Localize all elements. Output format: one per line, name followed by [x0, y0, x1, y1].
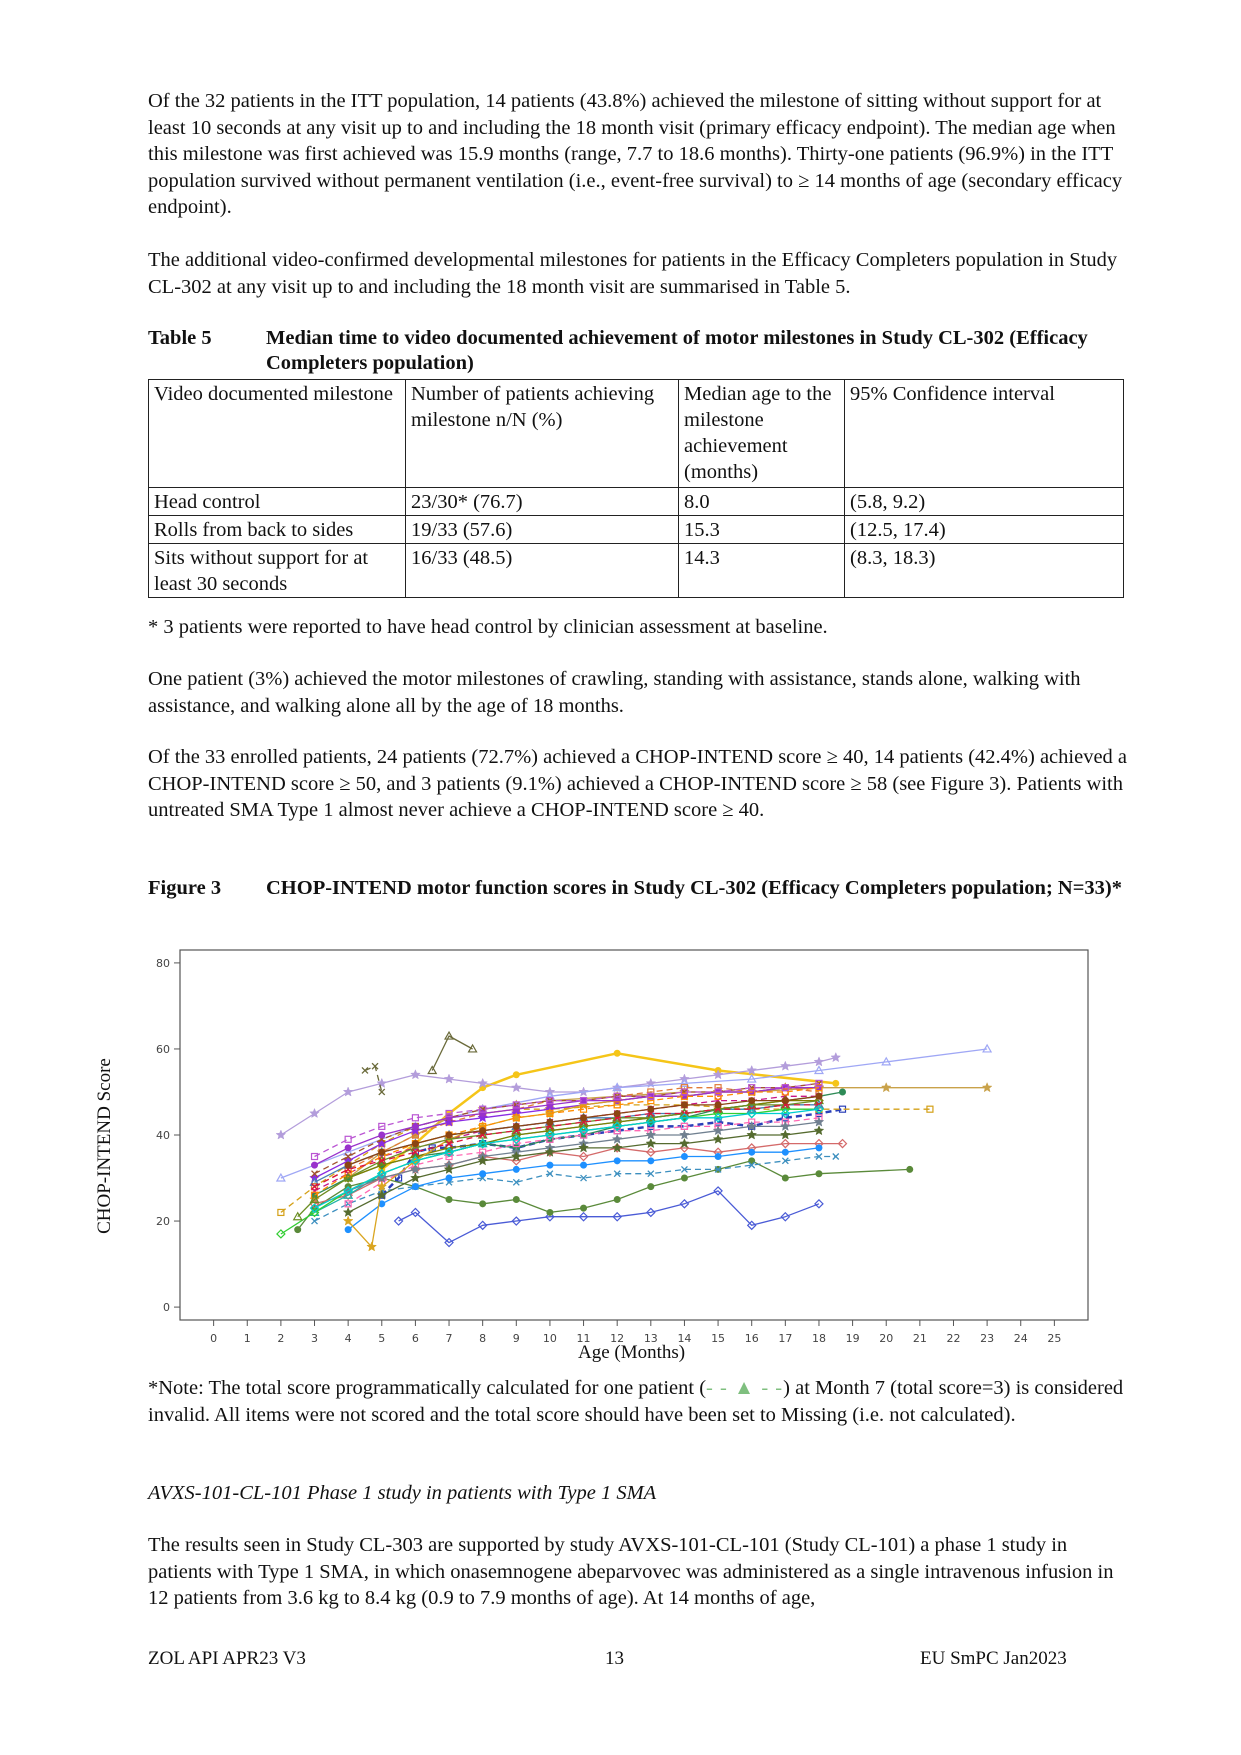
x-tick-label: 4 [344, 1332, 352, 1345]
x-tick-label: 0 [210, 1332, 218, 1345]
x-tick-label: 18 [811, 1332, 826, 1345]
table-cell: 16/33 (48.5) [406, 544, 679, 598]
x-tick-label: 15 [711, 1332, 726, 1345]
table5-title: Median time to video documented achievement of motor milestones in Study CL-302 (Efficacy Completers population) [266, 327, 1088, 374]
x-tick-label: 20 [879, 1332, 894, 1345]
x-tick-label: 13 [643, 1332, 658, 1345]
data-point [614, 1158, 620, 1164]
figure3-title: CHOP-INTEND motor function scores in Study CL-302 (Efficacy Completers population; N=33)* [266, 877, 1122, 899]
y-tick-label: 40 [156, 1129, 170, 1142]
data-point [547, 1162, 553, 1168]
data-point [681, 1175, 687, 1181]
x-tick-label: 7 [445, 1332, 453, 1345]
data-point [614, 1098, 620, 1104]
intro-paragraph: Of the 32 patients in the ITT population, 14 patients (43.8%) achieved the milestone of sitting without support for at least 10 seconds at any visit up to and including the 18 month visit (primary efficacy endpoint). The median age when this milestone was first achieved was 15.9 months (range, 7.7 to 18.6 months). Thirty-one patients (96.9%) in the ITT population survived without permanent ventilation (i.e., event-free survival) to ≥ 14 months of age (secondary efficacy endpoint). [148, 90, 1123, 218]
x-tick-label: 9 [512, 1332, 520, 1345]
x-tick-label: 12 [610, 1332, 625, 1345]
data-point [816, 1145, 822, 1151]
cl101-paragraph: The results seen in Study CL-303 are supported by study AVXS-101-CL-101 (Study CL-101) a phase 1 study in patients with Type 1 SMA, in which onasemnogene abeparvovec was administered as a single intravenous infusion in 12 patients from 3.6 kg to 8.4 kg (0.9 to 7.9 months of age). At 14 months of age, [148, 1534, 1114, 1609]
x-tick-label: 25 [1047, 1332, 1062, 1345]
table-header-cell: Median age to the milestone achievement (months) [679, 380, 845, 488]
chop-intend-chart [100, 935, 1100, 1345]
data-point [379, 1149, 385, 1155]
data-point [480, 1128, 486, 1134]
data-point [614, 1197, 620, 1203]
data-point [648, 1106, 654, 1112]
data-point [581, 1205, 587, 1211]
x-tick-label: 24 [1013, 1332, 1028, 1345]
x-tick-label: 8 [479, 1332, 487, 1345]
data-point [513, 1072, 519, 1078]
data-point [345, 1162, 351, 1168]
table-cell: 23/30* (76.7) [406, 488, 679, 516]
plot-frame [180, 950, 1088, 1320]
data-point [614, 1050, 620, 1056]
data-point [513, 1166, 519, 1172]
x-tick-label: 3 [311, 1332, 319, 1345]
table-header-cell: 95% Confidence interval [845, 380, 1124, 488]
data-point [648, 1158, 654, 1164]
data-point [446, 1175, 452, 1181]
data-point [547, 1209, 553, 1215]
table-header-cell: Number of patients achieving milestone n/N (%) [406, 380, 679, 488]
table-cell: (5.8, 9.2) [845, 488, 1124, 516]
data-point [345, 1145, 351, 1151]
data-point [749, 1098, 755, 1104]
data-point [581, 1162, 587, 1168]
footer-left: ZOL API APR23 V3 [148, 1648, 306, 1669]
data-point [581, 1115, 587, 1121]
data-point [715, 1154, 721, 1160]
y-tick-label: 0 [163, 1301, 170, 1315]
note-text-before: *Note: The total score programmatically calculated for one patient ( [148, 1377, 707, 1399]
data-point [480, 1110, 486, 1116]
data-point [833, 1080, 839, 1086]
data-point [840, 1089, 846, 1095]
data-point [345, 1227, 351, 1233]
table-cell: Sits without support for at least 30 seconds [149, 544, 406, 598]
data-point [816, 1171, 822, 1177]
data-point [480, 1201, 486, 1207]
data-point [446, 1115, 452, 1121]
data-point [295, 1227, 301, 1233]
table-header-row [149, 380, 1124, 488]
x-tick-label: 1 [243, 1332, 251, 1345]
y-tick-label: 60 [156, 1042, 170, 1056]
data-point [782, 1175, 788, 1181]
motor-milestones-paragraph: One patient (3%) achieved the motor milestones of crawling, standing with assistance, stands alone, walking with assistance, and walking alone all by the age of 18 months. [148, 668, 1081, 717]
data-point [816, 1093, 822, 1099]
x-axis-label: Age (Months) [578, 1342, 686, 1363]
table5 [148, 379, 1124, 598]
x-tick-label: 2 [277, 1332, 285, 1345]
x-tick-label: 23 [980, 1332, 995, 1345]
note-text-after: ) at Month 7 (total score=3) is considered invalid. All items were not scored and the total score should have been set to Missing (i.e. not calculated). [148, 1377, 1124, 1426]
page-number: 13 [605, 1648, 624, 1669]
x-tick-label: 11 [576, 1332, 591, 1345]
table5-number: Table 5 [148, 327, 212, 349]
x-tick-label: 14 [677, 1332, 692, 1345]
table-row [149, 544, 1124, 598]
data-point [412, 1184, 418, 1190]
table-row [149, 488, 1124, 516]
table-row [149, 516, 1124, 544]
x-tick-label: 17 [778, 1332, 793, 1345]
figure3-number: Figure 3 [148, 877, 222, 899]
data-point [782, 1098, 788, 1104]
data-point [513, 1123, 519, 1129]
table-cell: 19/33 (57.6) [406, 516, 679, 544]
y-axis-label: CHOP-INTEND Score [94, 1058, 115, 1234]
data-point [412, 1141, 418, 1147]
data-point [614, 1110, 620, 1116]
data-point [648, 1184, 654, 1190]
x-tick-label: 19 [845, 1332, 860, 1345]
data-point [907, 1166, 913, 1172]
figure3-note [148, 1375, 1128, 1428]
data-point [681, 1154, 687, 1160]
table-cell: 8.0 [679, 488, 845, 516]
data-point [412, 1123, 418, 1129]
x-tick-label: 5 [378, 1332, 386, 1345]
x-tick-label: 6 [411, 1332, 419, 1345]
data-point [379, 1132, 385, 1138]
chop-intend-paragraph: Of the 33 enrolled patients, 24 patients (72.7%) achieved a CHOP-INTEND score ≥ 40, 14 patients (42.4%) achieved a CHOP-INTEND score ≥ 50, and 3 patients (9.1%) achieved a CHOP-INTEND score ≥ 58 (see Figure 3). Patients with untreated SMA Type 1 almost never achieve a CHOP-INTEND score ≥ 40. [148, 746, 1128, 821]
table-header-cell: Video documented milestone [149, 380, 406, 488]
y-tick-label: 80 [156, 956, 170, 970]
data-point [547, 1119, 553, 1125]
table-cell: 14.3 [679, 544, 845, 598]
data-point [513, 1197, 519, 1203]
table-cell: (8.3, 18.3) [845, 544, 1124, 598]
table-cell: Rolls from back to sides [149, 516, 406, 544]
data-point [715, 1102, 721, 1108]
data-point [782, 1149, 788, 1155]
x-tick-label: 21 [912, 1332, 927, 1345]
legend-marker: - - ▲ - - [706, 1377, 784, 1399]
table-cell: Head control [149, 488, 406, 516]
x-tick-label: 10 [542, 1332, 557, 1345]
x-tick-label: 22 [946, 1332, 961, 1345]
data-point [547, 1102, 553, 1108]
y-tick-label: 20 [156, 1215, 170, 1229]
data-point [312, 1162, 318, 1168]
data-point [513, 1106, 519, 1112]
data-point [480, 1171, 486, 1177]
data-point [446, 1197, 452, 1203]
table-cell: (12.5, 17.4) [845, 516, 1124, 544]
table5-footnote: * 3 patients were reported to have head control by clinician assessment at baseline. [148, 616, 828, 638]
table-cell: 15.3 [679, 516, 845, 544]
data-point [446, 1132, 452, 1138]
section-heading: AVXS-101-CL-101 Phase 1 study in patients with Type 1 SMA [148, 1482, 657, 1504]
data-point [681, 1102, 687, 1108]
x-tick-label: 16 [744, 1332, 759, 1345]
footer-right: EU SmPC Jan2023 [920, 1648, 1067, 1669]
data-point [749, 1149, 755, 1155]
milestones-paragraph: The additional video-confirmed developmental milestones for patients in the Efficacy Completers population in Study CL-302 at any visit up to and including the 18 month visit are summarised in Table 5. [148, 249, 1118, 298]
